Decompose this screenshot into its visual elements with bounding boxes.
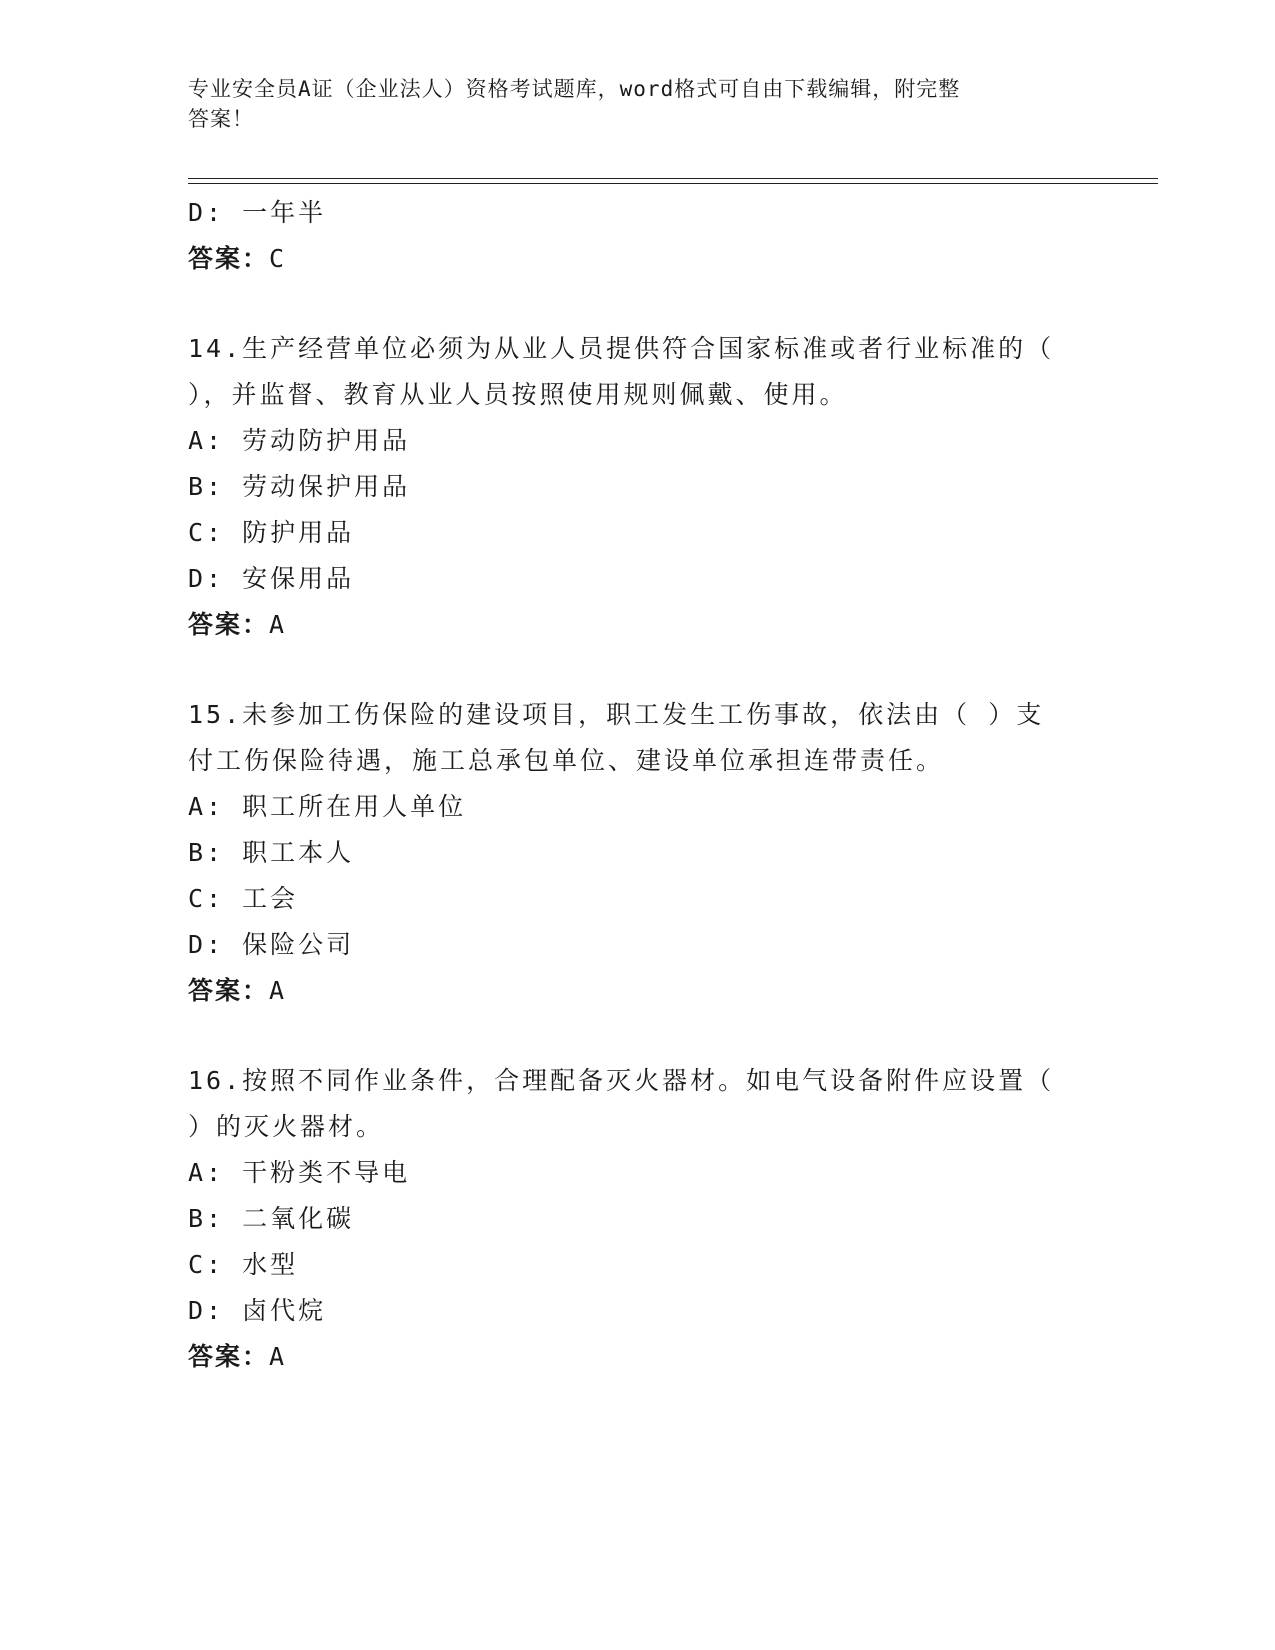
option-c: C: 防护用品 [188,518,355,547]
option-c: C: 工会 [188,884,299,913]
answer-value: A [269,610,287,639]
question-stem-line-2: ），并监督、教育从业人员按照使用规则佩戴、使用。 [188,380,848,409]
question-stem-line-2: ）的灭火器材。 [188,1112,385,1141]
option-c: C: 水型 [188,1250,299,1279]
option-a: A: 劳动防护用品 [188,426,411,455]
answer-value: A [269,976,287,1005]
option-b: B: 二氧化碳 [188,1204,355,1233]
answer-value: A [269,1342,287,1371]
option-b: B: 职工本人 [188,838,355,867]
option-d: D: 一年半 [188,198,327,227]
question-stem-line-1: 15.未参加工伤保险的建设项目，职工发生工伤事故，依法由（ ）支 [188,700,1045,729]
option-a: A: 干粉类不导电 [188,1158,411,1187]
answer-label: 答案： [188,1342,270,1371]
header-title-line-1: 专业安全员A证（企业法人）资格考试题库，word格式可自由下载编辑，附完整 [188,77,961,101]
option-d: D: 卤代烷 [188,1296,327,1325]
question-stem-line-1: 14.生产经营单位必须为从业人员提供符合国家标准或者行业标准的（ [188,334,1055,363]
question-stem-line-2: 付工伤保险待遇，施工总承包单位、建设单位承担连带责任。 [188,746,945,775]
question-list [188,190,1088,1380]
answer-label: 答案： [188,610,270,639]
option-d: D: 保险公司 [188,930,355,959]
question-16 [188,1058,1088,1380]
option-b: B: 劳动保护用品 [188,472,411,501]
answer-label: 答案： [188,244,270,273]
answer-line [188,236,1088,282]
page-header [188,74,1068,134]
answer-line [188,602,1088,648]
question-14 [188,326,1088,648]
answer-label: 答案： [188,976,270,1005]
carryover-block [188,190,1088,282]
question-15 [188,692,1088,1014]
answer-value: C [269,244,287,273]
header-divider-top [188,178,1158,179]
answer-line [188,1334,1088,1380]
option-a: A: 职工所在用人单位 [188,792,467,821]
header-title-line-2: 答案！ [188,107,254,131]
question-stem-line-1: 16.按照不同作业条件，合理配备灭火器材。如电气设备附件应设置（ [188,1066,1055,1095]
header-divider-bottom [188,183,1158,184]
option-d: D: 安保用品 [188,564,355,593]
answer-line [188,968,1088,1014]
